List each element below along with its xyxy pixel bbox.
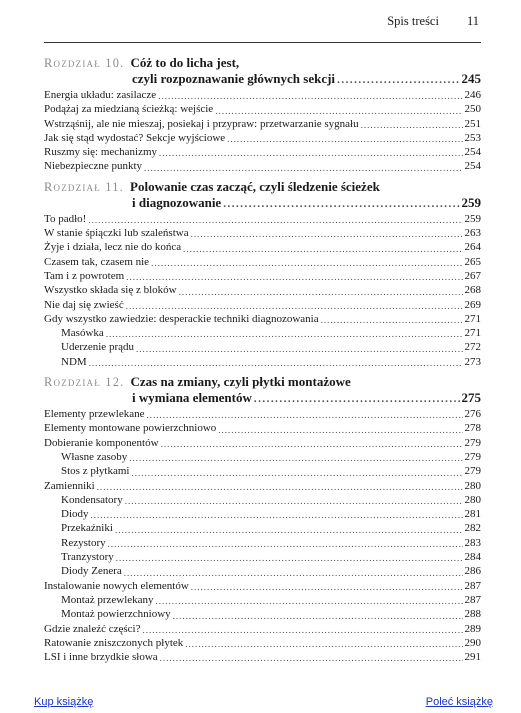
leader-dots <box>158 91 462 102</box>
entry-page: 290 <box>464 636 481 649</box>
leader-dots <box>131 468 462 479</box>
entry-title: Instalowanie nowych elementów <box>44 579 189 592</box>
entry-page: 287 <box>464 579 481 592</box>
leader-dots <box>161 439 463 450</box>
leader-dots <box>126 301 463 312</box>
toc-entry[interactable] <box>44 226 481 240</box>
chapter-title-line1: Polowanie czas zacząć, czyli śledzenie ścieżek <box>130 178 380 194</box>
toc-subentry[interactable] <box>44 326 481 340</box>
leader-dots <box>185 639 462 650</box>
entry-page: 279 <box>464 450 481 463</box>
toc-entry[interactable] <box>44 636 481 650</box>
leader-dots <box>108 539 463 550</box>
toc-entry[interactable] <box>44 650 481 664</box>
entry-page: 271 <box>464 312 481 325</box>
chapter-block <box>44 374 481 664</box>
toc-entry[interactable] <box>44 255 481 269</box>
leader-dots <box>88 215 462 226</box>
leader-dots <box>191 582 463 593</box>
entry-page: 259 <box>464 212 481 225</box>
entry-page: 269 <box>464 298 481 311</box>
entry-title: Tam i z powrotem <box>44 269 125 282</box>
section-title: Spis treści <box>387 14 439 28</box>
entry-title: Podążaj za miedzianą ścieżką: wejście <box>44 103 214 116</box>
chapter-title-line2: czyli rozpoznawanie głównych sekcji <box>132 71 336 86</box>
chapter-heading[interactable] <box>44 179 481 195</box>
entry-title: Kondensatory <box>61 493 123 506</box>
chapter-page: 259 <box>461 194 481 210</box>
toc-subentry[interactable] <box>44 507 481 521</box>
entry-title: Niebezpieczne punkty <box>44 160 143 173</box>
entry-title: NDM <box>61 355 87 368</box>
toc-entry[interactable] <box>44 479 481 493</box>
entry-title: Nie daj się zwieść <box>44 298 124 311</box>
entry-page: 282 <box>464 522 481 535</box>
entry-page: 279 <box>464 465 481 478</box>
toc-entry[interactable] <box>44 117 481 131</box>
chapter-title-line2: i diagnozowanie <box>132 194 222 210</box>
leader-dots <box>218 425 462 436</box>
leader-dots <box>151 258 462 269</box>
entry-page: 278 <box>464 422 481 435</box>
entry-page: 284 <box>464 551 481 564</box>
recommend-book-link[interactable]: Poleć książkę <box>425 696 493 708</box>
entry-page: 279 <box>464 436 481 449</box>
toc-entry[interactable] <box>44 312 481 326</box>
chapter-heading-line2[interactable] <box>44 195 481 210</box>
toc-entry[interactable] <box>44 159 481 173</box>
leader-dots <box>156 596 463 607</box>
leader-dots <box>227 134 462 145</box>
leader-dots <box>115 525 463 536</box>
entry-title: Diody Zenera <box>61 565 122 578</box>
entry-page: 254 <box>464 146 481 159</box>
toc-entry[interactable] <box>44 240 481 254</box>
toc-entry[interactable] <box>44 131 481 145</box>
leader-dots <box>126 272 462 283</box>
leader-dots <box>106 329 463 340</box>
entry-page: 263 <box>464 227 481 240</box>
entry-title: Wszystko składa się z bloków <box>44 284 177 297</box>
toc-entry[interactable] <box>44 622 481 636</box>
toc-subentry[interactable] <box>44 564 481 578</box>
leader-dots <box>116 553 463 564</box>
entry-page: 280 <box>464 479 481 492</box>
toc-entry[interactable] <box>44 283 481 297</box>
entry-page: 272 <box>464 341 481 354</box>
entry-page: 265 <box>464 255 481 268</box>
entry-page: 280 <box>464 493 481 506</box>
toc-subentry[interactable] <box>44 355 481 369</box>
entry-title: Diody <box>61 508 89 521</box>
entry-title: Żyje i działa, lecz nie do końca <box>44 241 182 254</box>
chapter-label: Rozdział 12. <box>44 375 125 390</box>
entry-title: Ruszmy się: mechanizmy <box>44 146 158 159</box>
leader-dots <box>91 510 463 521</box>
chapter-heading[interactable] <box>44 374 481 390</box>
entry-page: 267 <box>464 269 481 282</box>
chapter-title-line1: Czas na zmiany, czyli płytki montażowe <box>130 374 351 390</box>
entry-title: Elementy montowane powierzchniowo <box>44 422 217 435</box>
entry-title: Przekaźniki <box>61 522 113 535</box>
entry-title: Uderzenie prądu <box>61 341 134 354</box>
entry-title: Jak się stąd wydostać? Sekcje wyjściowe <box>44 131 226 144</box>
leader-dots <box>361 120 463 131</box>
toc-subentry[interactable] <box>44 550 481 564</box>
chapter-label: Rozdział 11. <box>44 179 125 194</box>
entry-title: LSI i inne brzydkie słowa <box>44 651 158 664</box>
entry-page: 253 <box>464 131 481 144</box>
leader-dots <box>191 229 463 240</box>
entry-title: Własne zasoby <box>61 450 128 463</box>
entry-page: 273 <box>464 355 481 368</box>
chapter-block <box>44 55 481 174</box>
leader-dots <box>321 315 463 326</box>
entry-page: 250 <box>464 103 481 116</box>
toc-entry[interactable] <box>44 421 481 435</box>
toc-subentry[interactable] <box>44 593 481 607</box>
toc-subentry[interactable] <box>44 493 481 507</box>
entry-page: 268 <box>464 284 481 297</box>
leader-dots <box>183 244 462 255</box>
leader-dots <box>160 653 463 664</box>
leader-dots <box>89 358 463 369</box>
running-header <box>387 14 479 29</box>
toc-subentry[interactable] <box>44 521 481 535</box>
entry-title: Wstrząśnij, ale nie mieszaj, posiekaj i przypraw: przetwarzanie sygnału <box>44 117 359 130</box>
buy-book-link[interactable]: Kup książkę <box>34 696 94 708</box>
entry-title: Czasem tak, czasem nie <box>44 255 150 268</box>
entry-page: 283 <box>464 536 481 549</box>
entry-title: Dobieranie komponentów <box>44 436 159 449</box>
entry-title: Gdzie znaleźć części? <box>44 622 141 635</box>
page-number: 11 <box>466 14 479 28</box>
toc-entry[interactable] <box>44 298 481 312</box>
entry-title: Montaż przewlekany <box>61 593 154 606</box>
chapter-heading-line2[interactable] <box>44 71 481 86</box>
toc-subentry[interactable] <box>44 464 481 478</box>
chapter-page: 245 <box>461 71 481 86</box>
entry-title: Gdy wszystko zawiedzie: desperackie techniki diagnozowania <box>44 312 319 325</box>
entry-page: 286 <box>464 565 481 578</box>
toc-subentry[interactable] <box>44 536 481 550</box>
toc-entry[interactable] <box>44 436 481 450</box>
toc-entry[interactable] <box>44 579 481 593</box>
entry-page: 281 <box>464 508 481 521</box>
leader-dots <box>142 625 462 636</box>
entry-title: Ratowanie zniszczonych płytek <box>44 636 184 649</box>
entry-page: 288 <box>464 608 481 621</box>
leader-dots <box>144 163 462 174</box>
toc-entry[interactable] <box>44 212 481 226</box>
entry-page: 264 <box>464 241 481 254</box>
leader-dots <box>254 394 460 405</box>
leader-dots <box>173 611 463 622</box>
entry-title: To padło! <box>44 212 87 225</box>
leader-dots <box>129 453 462 464</box>
entry-title: Montaż powierzchniowy <box>61 608 171 621</box>
entry-page: 291 <box>464 651 481 664</box>
chapter-block <box>44 179 481 369</box>
leader-dots <box>97 482 463 493</box>
entry-title: Masówka <box>61 327 104 340</box>
entry-title: Tranzystory <box>61 551 114 564</box>
entry-page: 251 <box>464 117 481 130</box>
entry-page: 276 <box>464 408 481 421</box>
entry-title: Stos z płytkami <box>61 465 130 478</box>
chapter-page: 275 <box>461 390 481 406</box>
leader-dots <box>215 106 462 117</box>
chapter-title-line1: Cóż to do licha jest, <box>130 55 240 70</box>
toc-entry[interactable] <box>44 145 481 159</box>
chapter-title-line2: i wymiana elementów <box>132 390 252 406</box>
entry-title: Zamienniki <box>44 479 95 492</box>
chapter-label: Rozdział 10. <box>44 56 125 70</box>
entry-page: 271 <box>464 327 481 340</box>
toc-subentry[interactable] <box>44 607 481 621</box>
leader-dots <box>146 410 462 421</box>
leader-dots <box>124 568 463 579</box>
toc-subentry[interactable] <box>44 450 481 464</box>
leader-dots <box>179 287 463 298</box>
entry-page: 246 <box>464 89 481 101</box>
toc-entry[interactable] <box>44 269 481 283</box>
leader-dots <box>125 496 463 507</box>
chapter-heading-line2[interactable] <box>44 390 481 405</box>
entry-page: 289 <box>464 622 481 635</box>
chapter-heading[interactable] <box>44 55 481 71</box>
toc-subentry[interactable] <box>44 340 481 354</box>
entry-title: Energia układu: zasilacze <box>44 89 157 101</box>
entry-title: Elementy przewlekane <box>44 408 145 421</box>
leader-dots <box>337 75 459 86</box>
entry-page: 254 <box>464 160 481 173</box>
leader-dots <box>223 199 459 210</box>
entry-page: 287 <box>464 593 481 606</box>
entry-title: W stanie śpiączki lub szaleństwa <box>44 227 189 240</box>
entry-title: Rezystory <box>61 536 106 549</box>
toc-entry[interactable] <box>44 407 481 421</box>
header-divider <box>44 42 481 43</box>
table-of-contents <box>44 55 481 669</box>
leader-dots <box>159 148 462 159</box>
toc-entry[interactable] <box>44 88 481 102</box>
toc-entry[interactable] <box>44 102 481 116</box>
leader-dots <box>136 344 463 355</box>
